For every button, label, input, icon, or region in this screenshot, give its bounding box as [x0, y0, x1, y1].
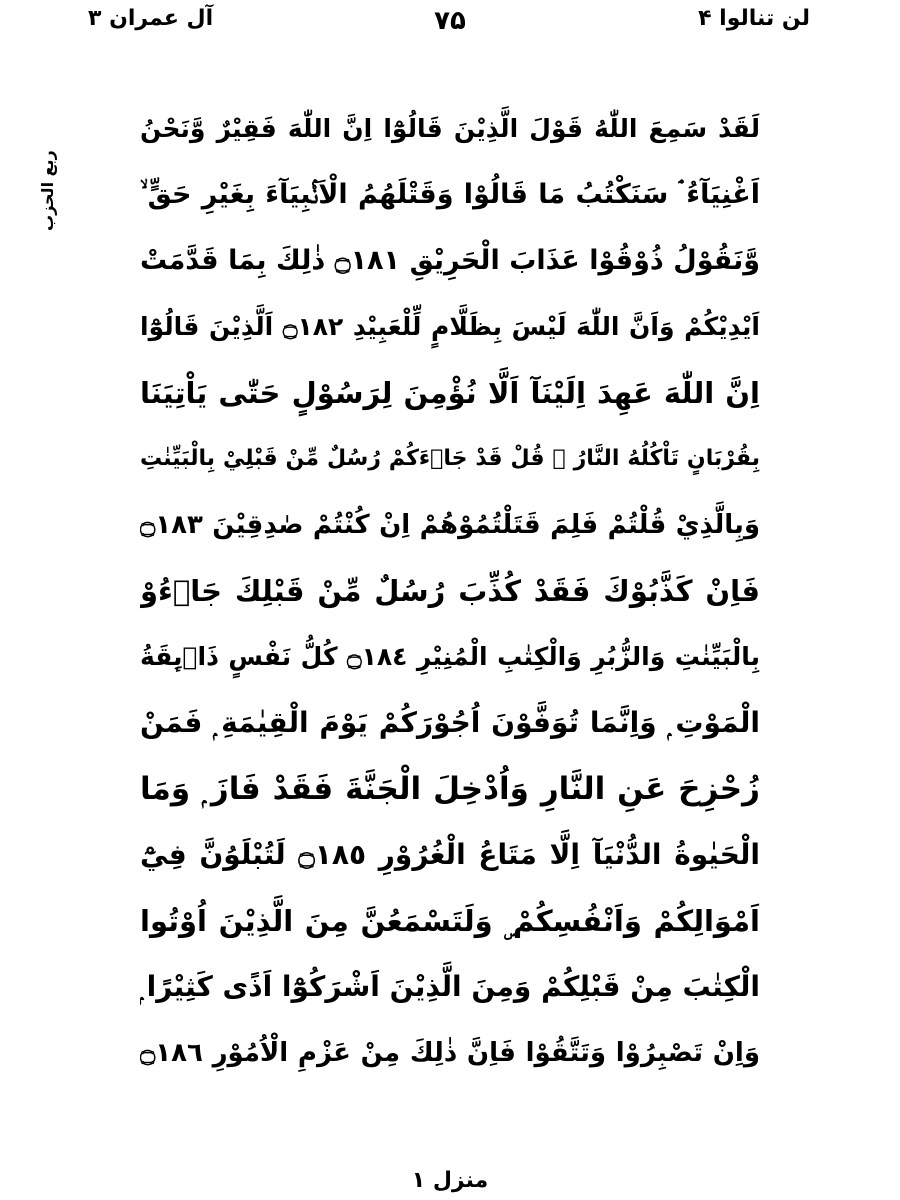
verse-line: وَاِنْ تَصْبِرُوْا وَتَتَّقُوْا فَاِنَّ ذٰلِكَ مِنْ عَزْمِ الْاُمُوْرِ ۝١٨٦ — [140, 1038, 760, 1068]
verse-line: بِالْبَيِّنٰتِ وَالزُّبُرِ وَالْكِتٰبِ الْمُنِيْرِ ۝١٨٤ كُلُّ نَفْسٍ ذَاۗىِٕقَةُ — [140, 642, 760, 671]
juz-title: لن تنالوا ۴ — [698, 6, 810, 31]
verse-line: لَقَدْ سَمِعَ اللّٰهُ قَوْلَ الَّذِيْنَ قَالُوْٓا اِنَّ اللّٰهَ فَقِيْرٌ وَّنَحْنُ — [140, 114, 760, 143]
verse-line: الْمَوْتِ ۭ وَاِنَّمَا تُوَفَّوْنَ اُجُوْرَكُمْ يَوْمَ الْقِيٰمَةِ ۭ فَمَنْ — [140, 706, 760, 739]
verse-line: وَّنَقُوْلُ ذُوْقُوْا عَذَابَ الْحَرِيْقِ ۝١٨١ ذٰلِكَ بِمَا قَدَّمَتْ — [140, 245, 760, 276]
page-number: ۷۵ — [434, 6, 466, 36]
verse-line: الْكِتٰبَ مِنْ قَبْلِكُمْ وَمِنَ الَّذِيْنَ اَشْرَكُوْٓا اَذًى كَثِيْرًا ۭ — [140, 970, 760, 1003]
verse-line: اَيْدِيْكُمْ وَاَنَّ اللّٰهَ لَيْسَ بِظَلَّامٍ لِّلْعَبِيْدِ ۝١٨٢ اَلَّذِيْنَ قَالُوْٓا — [140, 312, 760, 341]
verse-line: فَاِنْ كَذَّبُوْكَ فَقَدْ كُذِّبَ رُسُلٌ مِّنْ قَبْلِكَ جَاۗءُوْ — [140, 574, 760, 608]
verse-line: الْحَيٰوةُ الدُّنْيَآ اِلَّا مَتَاعُ الْغُرُوْرِ ۝١٨٥ لَتُبْلَوُنَّ فِيْٓ — [140, 838, 760, 871]
verse-line: بِقُرْبَانٍ تَاْكُلُهُ النَّارُ ۭ قُلْ قَدْ جَاۗءَكُمْ رُسُلٌ مِّنْ قَبْلِيْ بِالْبَيِّنٰتِ — [140, 446, 760, 471]
verse-line: وَبِالَّذِيْ قُلْتُمْ فَلِمَ قَتَلْتُمُوْھُمْ اِنْ كُنْتُمْ صٰدِقِيْنَ ۝١٨٣ — [140, 510, 760, 540]
surah-title: آل عمران ۳ — [88, 6, 214, 31]
verse-line: اَمْوَالِكُمْ وَاَنْفُسِكُمْ ۣ وَلَتَسْمَعُنَّ مِنَ الَّذِيْنَ اُوْتُوا — [140, 904, 760, 938]
manzil-marker: منزل ۱ — [411, 1168, 489, 1193]
margin-note: ربع الحزب — [38, 150, 57, 231]
verse-text — [140, 96, 760, 1086]
verse-line: اِنَّ اللّٰهَ عَهِدَ اِلَيْنَآ اَلَّا نُؤْمِنَ لِرَسُوْلٍ حَتّٰى يَاْتِيَنَا — [140, 376, 760, 410]
verse-line: اَغْنِيَآءُ ۘ سَنَكْتُبُ مَا قَالُوْا وَقَتْلَهُمُ الْاَنْۢبِيَآءَ بِغَيْرِ حَقٍّ ۙ — [140, 179, 760, 210]
verse-line: زُحْزِحَ عَنِ النَّارِ وَاُدْخِلَ الْجَنَّةَ فَقَدْ فَازَ ۭ وَمَا — [140, 771, 760, 807]
